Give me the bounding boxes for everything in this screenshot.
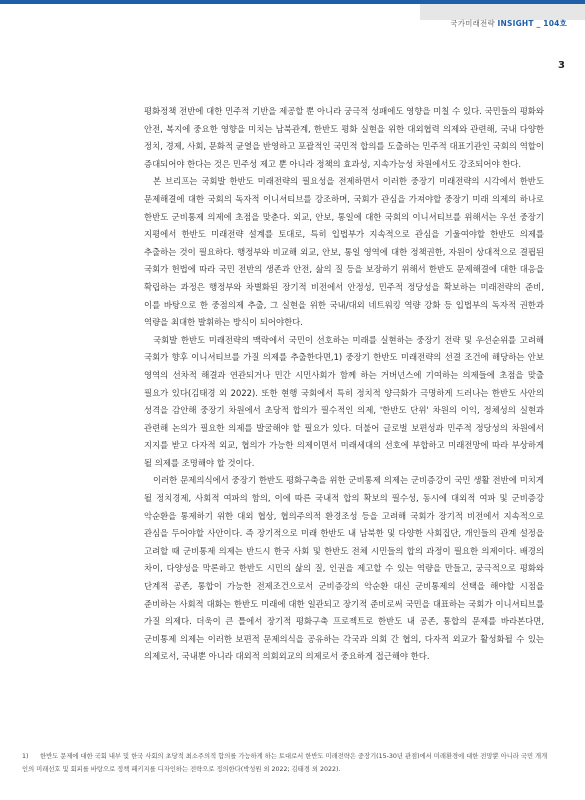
header-issue: INSIGHT _ 104호 — [497, 19, 567, 28]
body-text — [144, 103, 544, 666]
running-header — [450, 18, 567, 29]
header-series: 국가미래전략 — [450, 19, 495, 28]
footnote-number: 1) — [22, 753, 29, 760]
paragraph: 이러한 문제의식에서 중장기 한반도 평화구축을 위한 군비통제 의제는 군비증강이 국민 생활 전반에 미치게 될 정치경제, 사회적 여파의 함의, 이에 따른 국내적 합의 확보의 필수성, 동시에 대외적 여파 및 군비증강 악순환을 통제하기 위한 대외 협상, 협의주의적 환경조성 등을 고려해 국회가 장기적 비전에서 지속적으로 관심을 두어야할 사안이다. 즉 장기적으로 미래 한반도 내 남북한 및 다양한 사회집단, 개인들의 관계 설정을 고려할 때 군비통제 의제는 반드시 한국 사회 및 한반도 전체 시민들의 합의 과정이 필요한 의제이다. 배경의 차이, 다양성을 막론하고 한반도 시민의 삶의 질, 인권을 제고할 수 있는 역량을 만들고, 궁극적으로 평화와 단계적 공존, 통합이 가능한 전제조건으로서 군비증강의 악순환 대신 군비통제의 선택을 해야할 시점을 준비하는 사회적 대화는 한반도 미래에 대한 일관되고 장기적 준비로써 국민을 대표하는 국회가 이니셔티브를 가질 의제다. 더욱이 큰 틀에서 장기적 평화구축 프로젝트로 한반도 내 공존, 통합의 문제를 바라본다면, 군비통제 의제는 이러한 보편적 문제의식을 공유하는 각국과 의회 간 협의, 다자적 외교가 활성화될 수 있는 의제로서, 국내뿐 아니라 대외적 의회외교의 의제로서 중요하게 접근해야 한다. — [144, 475, 544, 662]
paragraph: 본 브리프는 국회발 한반도 미래전략의 필요성을 전제하면서 이러한 중장기 미래전략의 시각에서 한반도 문제해결에 대한 국회의 독자적 이니셔티브를 강조하며, 국회가 관심을 가져야할 중장기 미래 의제의 하나로 한반도 군비통제 의제에 초점을 맞춘다. 외교, 안보, 통일에 대한 국회의 이니셔티브를 위해서는 우선 중장기 지평에서 한반도 미래전략 설계를 토대로, 특히 입법부가 지속적으로 관심을 기울여야할 한반도 의제를 추출하는 것이 필요하다. 행정부와 비교해 외교, 안보, 통일 영역에 대한 정책권한, 자원이 상대적으로 결핍된 국회가 헌법에 따라 국민 전반의 생존과 안전, 삶의 질 등을 보장하기 위해서 한반도 문제해결에 대한 대응을 확립하는 과정은 행정부와 차별화된 장기적 비전에서 안정성, 민주적 정당성을 확보하는 미래전략의 준비, 이를 바탕으로 한 중점의제 추출, 그 실현을 위한 국내/대외 네트워킹 역량 강화 등 입법부의 독자적 권한과 역량을 최대한 발휘하는 방식이 되어야한다. — [144, 176, 544, 328]
footnote-text: 한반도 문제에 대한 국회 내부 및 한국 사회의 초당적 최소주의적 합의를 가능하게 하는 토대로서 한반도 미래전략은 중장기(15-30년 관점)에서 미래환경에 대한 전망뿐 아니라 국민 개개인의 미래선호 및 회피를 바탕으로 정책 패키지를 디자인하는 전략으로 정의한다(박성원 외 2022; 김태경 외 2022). — [22, 753, 548, 773]
footnote — [22, 750, 552, 776]
paragraph: 국회발 한반도 미래전략의 맥락에서 국민이 선호하는 미래를 실현하는 중장기 전략 및 우선순위를 고려해 국회가 향후 이니셔티브를 가질 의제를 추출한다면,1) 중장기 한반도 미래전략의 선결 조건에 해당하는 안보 영역의 선차적 해결과 연관되거나 민간 시민사회가 함께 하는 거버넌스에 기여하는 의제들에 초점을 맞출 필요가 있다(김태경 외 2022). 또한 현행 국회에서 특히 정치적 양극화가 극명하게 드러나는 한반도 사안의 성격을 감안해 중장기 차원에서 초당적 합의가 필수적인 의제, '한반도 단위' 차원의 이익, 정체성의 실현과 관련해 논의가 필요한 의제를 발굴해야 할 필요가 있다. 더불어 글로벌 보편성과 민주적 정당성의 차원에서 지지를 받고 다자적 외교, 협의가 가능한 의제이면서 미래세대의 선호에 부합하고 미래전망에 따라 부상하게 될 의제를 조명해야 할 것이다. — [144, 334, 544, 468]
page-number: 3 — [558, 60, 565, 71]
paragraph: 평화정책 전반에 대한 민주적 기반을 제공할 뿐 아니라 궁극적 성패에도 영향을 미칠 수 있다. 국민들의 평화와 안전, 복지에 중요한 영향을 미치는 남북관계, 한반도 평화 실현을 위한 대외협력 의제와 관련해, 국내 다양한 정치, 경제, 사회, 문화적 균열을 반영하고 포괄적인 국민적 합의를 도출하는 민주적 대표기관인 국회의 역할이 증대되어야 한다는 것은 민주성 제고 뿐 아니라 정책의 효과성, 지속가능성 차원에서도 강조되어야 한다. — [144, 106, 544, 169]
